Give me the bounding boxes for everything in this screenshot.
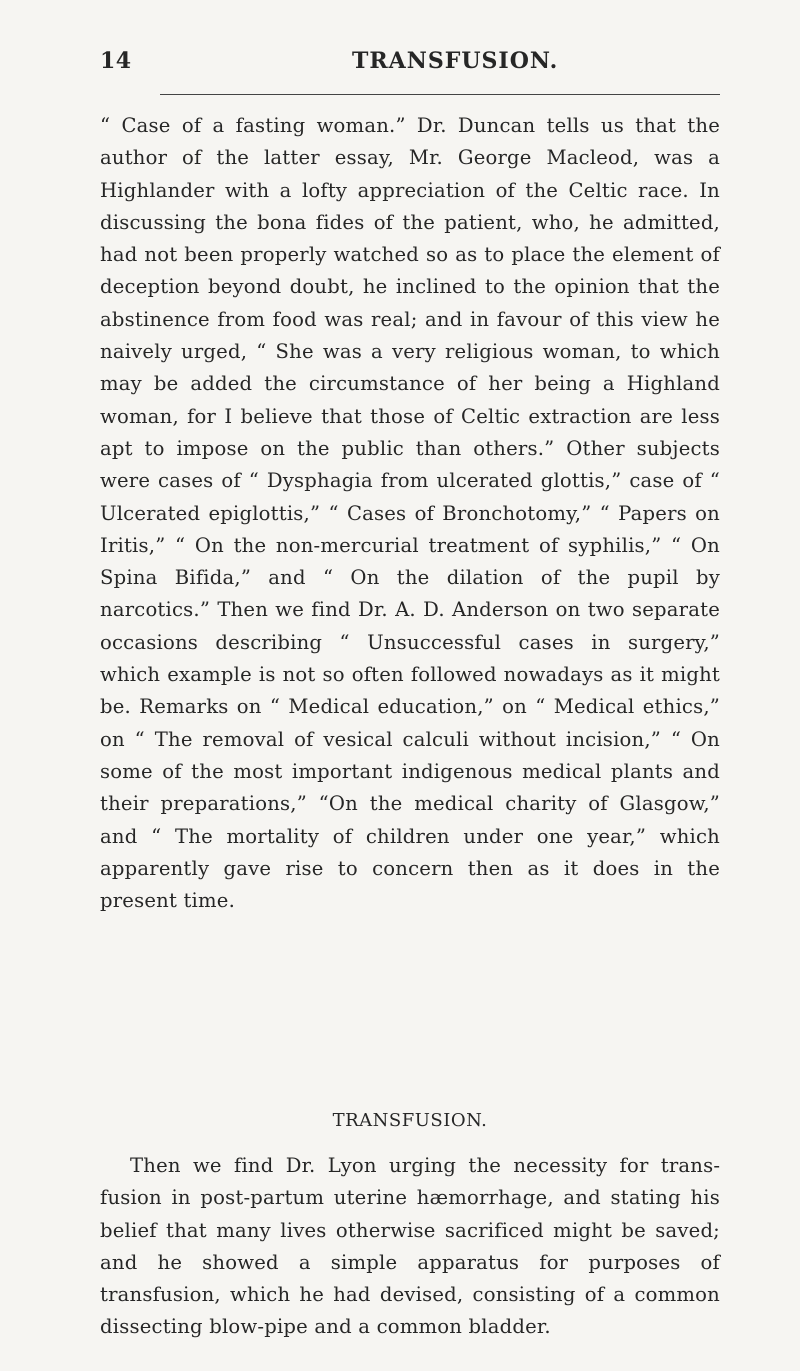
header-rule <box>160 94 720 95</box>
running-head: TRANSFUSION. <box>352 48 559 74</box>
paragraph-1: “ Case of a fasting woman.” Dr. Duncan tells us that the author of the latter essay, Mr. George Macleod, was a Highlander with a lofty appreciation of the Celtic race. In discussing the bona fides of the patient, who, he admitted, had not been properly watched so as to place the element of deception beyond doubt, he inclined to the opinion that the abstinence from food was real; and in favour of this view he naively urged, “ She was a very religious woman, to which may be added the circumstance of her being a Highland woman, for I believe that those of Celtic extraction are less apt to impose on the public than others.” Other subjects were cases of “ Dysphagia from ulcerated glottis,” case of “ Ulcerated epiglottis,” “ Cases of Bronchotomy,” “ Papers on Iritis,” “ On the non-mercurial treatment of syphilis,” “ On Spina Bifida,” and “ On the dilation of the pupil by narcotics.” Then we find Dr. A. D. Anderson on two separate occasions describing “ Unsuccessful cases in surgery,” which example is not so often followed nowadays as it might be. Remarks on “ Medical education,” on “ Medical ethics,” on “ The removal of vesical calculi without incision,” “ On some of the most important indigenous medical plants and their preparations,” “On the medical charity of Glasgow,” and “ The mortality of children under one year,” which apparently gave rise to concern then as it does in the present time. <box>100 114 720 913</box>
page-number: 14 <box>100 48 132 74</box>
page-header <box>100 48 720 78</box>
body-text-block-1 <box>100 110 720 917</box>
body-text-block-2 <box>100 1150 720 1344</box>
paragraph-2: Then we find Dr. Lyon urging the necessity for transfusion in post-partum uterine hæmorrhage, and stating his belief that many lives otherwise sacrificed might be saved; and he showed a simple apparatus for purposes of transfusion, which he had devised, consisting of a common dissecting blow-pipe and a common bladder. <box>100 1154 720 1339</box>
section-heading: TRANSFUSION. <box>332 1110 488 1131</box>
